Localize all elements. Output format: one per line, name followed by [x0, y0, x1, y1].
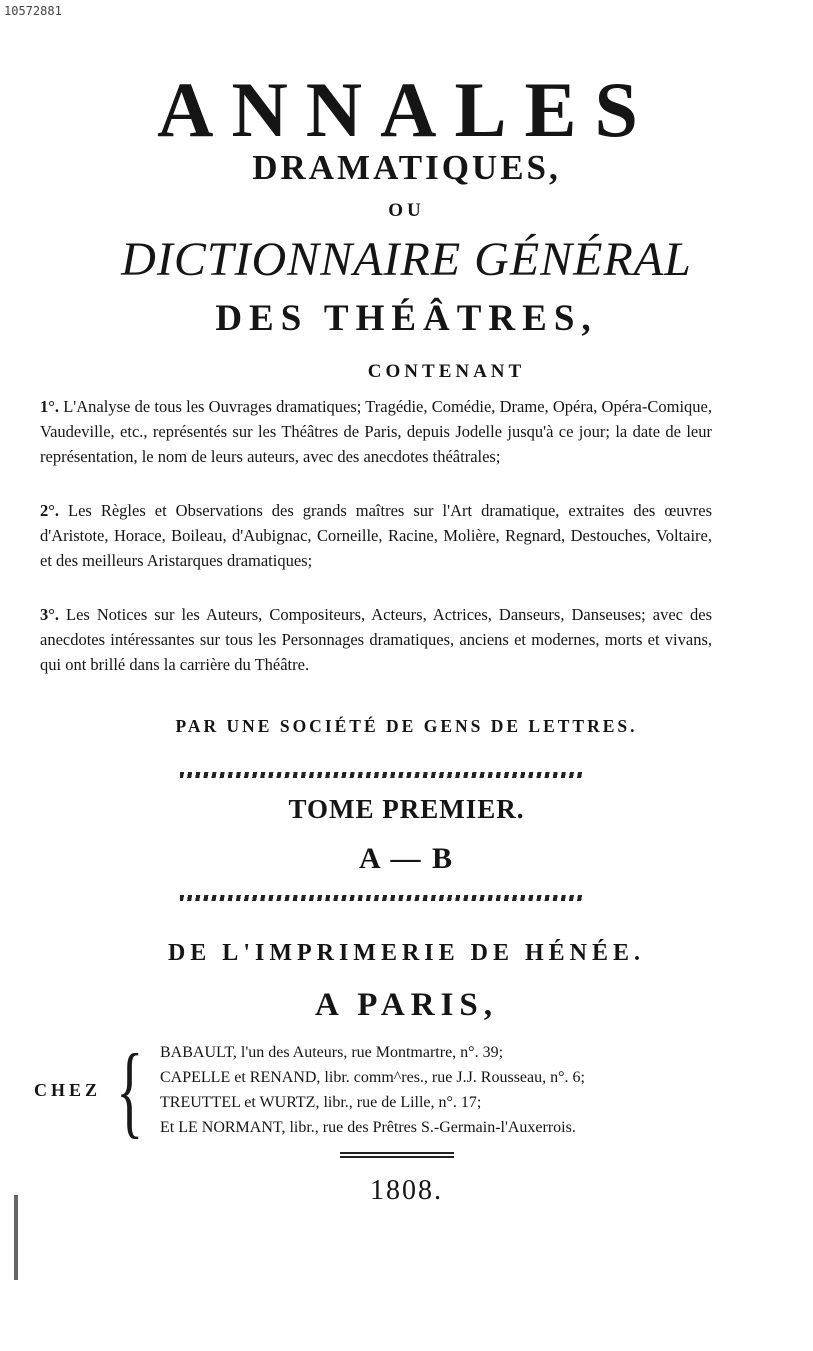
title-subtitle-1: DRAMATIQUES,	[252, 148, 561, 187]
publication-year: 1808.	[370, 1175, 443, 1206]
content-paragraph-3	[40, 602, 712, 677]
title-subtitle-3: DES THÉÂTRES,	[215, 298, 598, 339]
title-ou: OU	[388, 200, 425, 221]
paragraph-text: Les Notices sur les Auteurs, Compositeurs, Acteurs, Actrices, Danseurs, Danseuses; avec des anecdotes intéressantes sur tous les Personnages dramatiques, anciens et modernes, morts et vivans, qui ont brillé dans la carrière du Théâtre.	[40, 605, 712, 674]
brace-icon: {	[116, 1033, 144, 1148]
content-paragraph-2	[40, 498, 712, 573]
ornamental-rule	[180, 772, 582, 778]
paragraph-number: 2°.	[40, 501, 59, 520]
catalog-id: 10572881	[4, 4, 62, 18]
contenant-heading: CONTENANT	[367, 361, 526, 382]
paragraph-number: 1°.	[40, 397, 59, 416]
chez-label: CHEZ	[34, 1080, 102, 1100]
volume-range: A — B	[358, 842, 455, 875]
seller-line: CAPELLE et RENAND, libr. comm^res., rue J.J. Rousseau, n°. 6;	[160, 1069, 585, 1086]
title-subtitle-2: DICTIONNAIRE GÉNÉRAL	[121, 233, 692, 286]
tome-label: TOME PREMIER.	[288, 794, 525, 824]
content-paragraph-1	[40, 394, 712, 469]
paragraph-number: 3°.	[40, 605, 59, 624]
double-rule	[340, 1152, 454, 1158]
ornamental-rule	[180, 895, 582, 901]
margin-mark	[14, 1195, 18, 1280]
title-main: ANNALES	[157, 66, 656, 153]
city-line: A PARIS,	[314, 987, 499, 1023]
paragraph-text: Les Règles et Observations des grands maîtres sur l'Art dramatique, extraites des œuvres d'Aristote, Horace, Boileau, d'Aubignac, Corneille, Racine, Molière, Regnard, Destouches, Voltaire, et des meilleurs Aristarques dramatiques;	[40, 501, 712, 570]
society-line: PAR UNE SOCIÉTÉ DE GENS DE LETTRES.	[175, 716, 638, 736]
paragraph-text: L'Analyse de tous les Ouvrages dramatiques; Tragédie, Comédie, Drame, Opéra, Opéra-Comique, Vaudeville, etc., représentés sur les Théâtres de Paris, depuis Jodelle jusqu'à ce jour; la date de leur représentation, le nom de leurs auteurs, avec des anecdotes théâtrales;	[40, 397, 712, 466]
seller-line: Et LE NORMANT, libr., rue des Prêtres S.-Germain-l'Auxerrois.	[160, 1119, 576, 1136]
seller-line: BABAULT, l'un des Auteurs, rue Montmartre, n°. 39;	[160, 1044, 504, 1061]
seller-line: TREUTTEL et WURTZ, libr., rue de Lille, n°. 17;	[160, 1094, 482, 1111]
printer-line: DE L'IMPRIMERIE DE HÉNÉE.	[167, 940, 646, 966]
